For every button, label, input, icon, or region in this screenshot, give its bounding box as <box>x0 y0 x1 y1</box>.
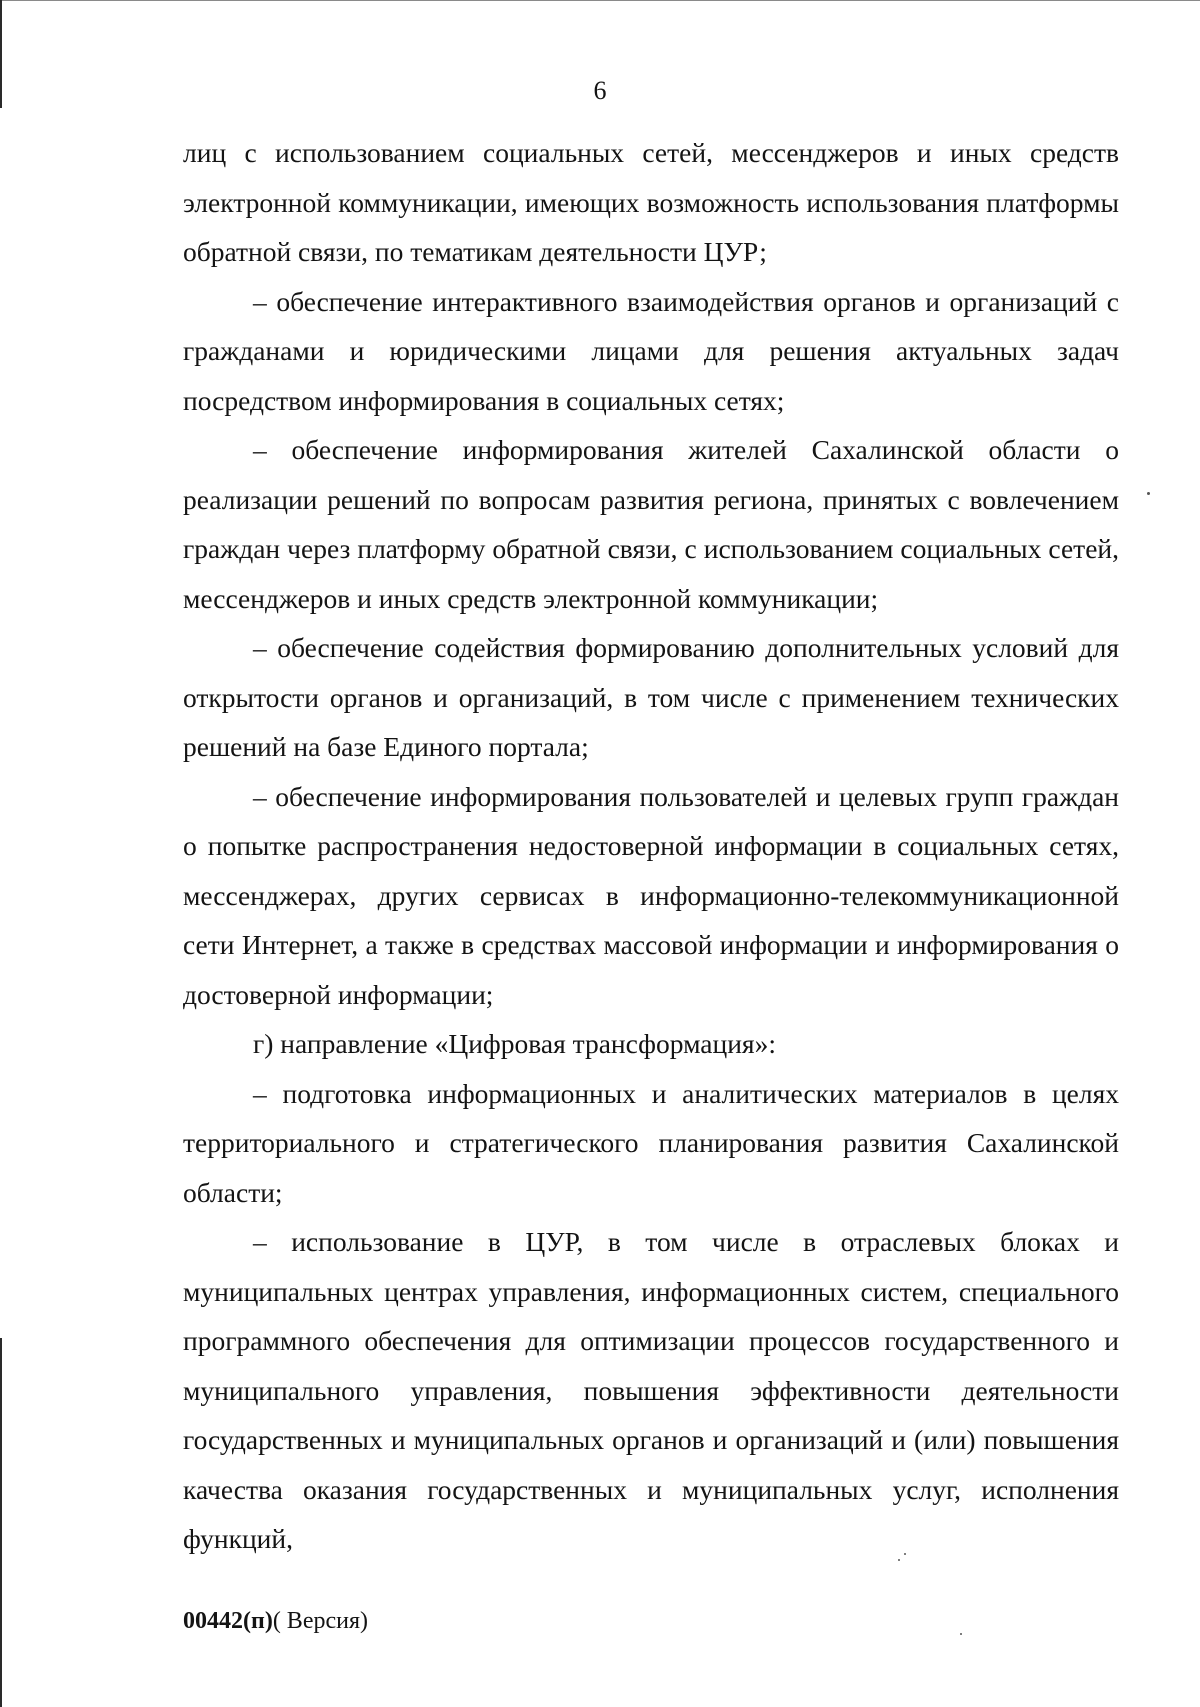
paragraph-4: – обеспечение содействия формированию дополнительных условий для открытости органов и организаций, в том числе с применением технических решений на базе Единого портала; <box>183 632 1119 762</box>
scan-speck <box>898 1559 900 1561</box>
document-body <box>183 128 1119 1564</box>
paragraph-3: – обеспечение информирования жителей Сахалинской области о реализации решений по вопросам развития региона, принятых с вовлечением граждан через платформу обратной связи, с использованием социальных сетей, мессенджеров и иных средств электронной коммуникации; <box>183 434 1119 614</box>
paragraph-5: – обеспечение информирования пользователей и целевых групп граждан о попытке распространения недостоверной информации в социальных сетях, мессенджерах, других сервисах в информационно-телекоммуникационной сети Интернет, а также в средствах массовой информации и информирования о достоверной информации; <box>183 780 1119 1010</box>
page-number: 6 <box>593 76 607 105</box>
paragraph-2: – обеспечение интерактивного взаимодействия органов и организаций с гражданами и юридическими лицами для решения актуальных задач посредством информирования в социальных сетях; <box>183 285 1119 416</box>
scan-left-edge-gap <box>0 108 3 1338</box>
scan-speck <box>960 1633 962 1635</box>
scan-top-edge <box>0 0 1200 1</box>
scan-speck <box>904 1553 906 1555</box>
document-version: ( Версия) <box>272 1608 368 1634</box>
paragraph-7: – подготовка информационных и аналитических материалов в целях территориального и стратегического планирования развития Сахалинской области; <box>183 1077 1119 1208</box>
scan-speck <box>1147 492 1150 495</box>
document-code: 00442(п) <box>183 1608 273 1634</box>
paragraph-1: лиц с использованием социальных сетей, мессенджеров и иных средств электронной коммуникации, имеющих возможность использования платформы обратной связи, по тематикам деятельности ЦУР; <box>183 137 1119 267</box>
paragraph-8: – использование в ЦУР, в том числе в отраслевых блоках и муниципальных центрах управления, информационных систем, специального программного обеспечения для оптимизации процессов государственного и муниципального управления, повышения эффективности деятельности государственных и муниципальных органов и организаций и (или) повышения качества оказания государственных и муниципальных услуг, исполнения функций, <box>183 1226 1119 1554</box>
document-footer <box>183 1606 368 1636</box>
section-heading-g: г) направление «Цифровая трансформация»: <box>253 1028 776 1059</box>
